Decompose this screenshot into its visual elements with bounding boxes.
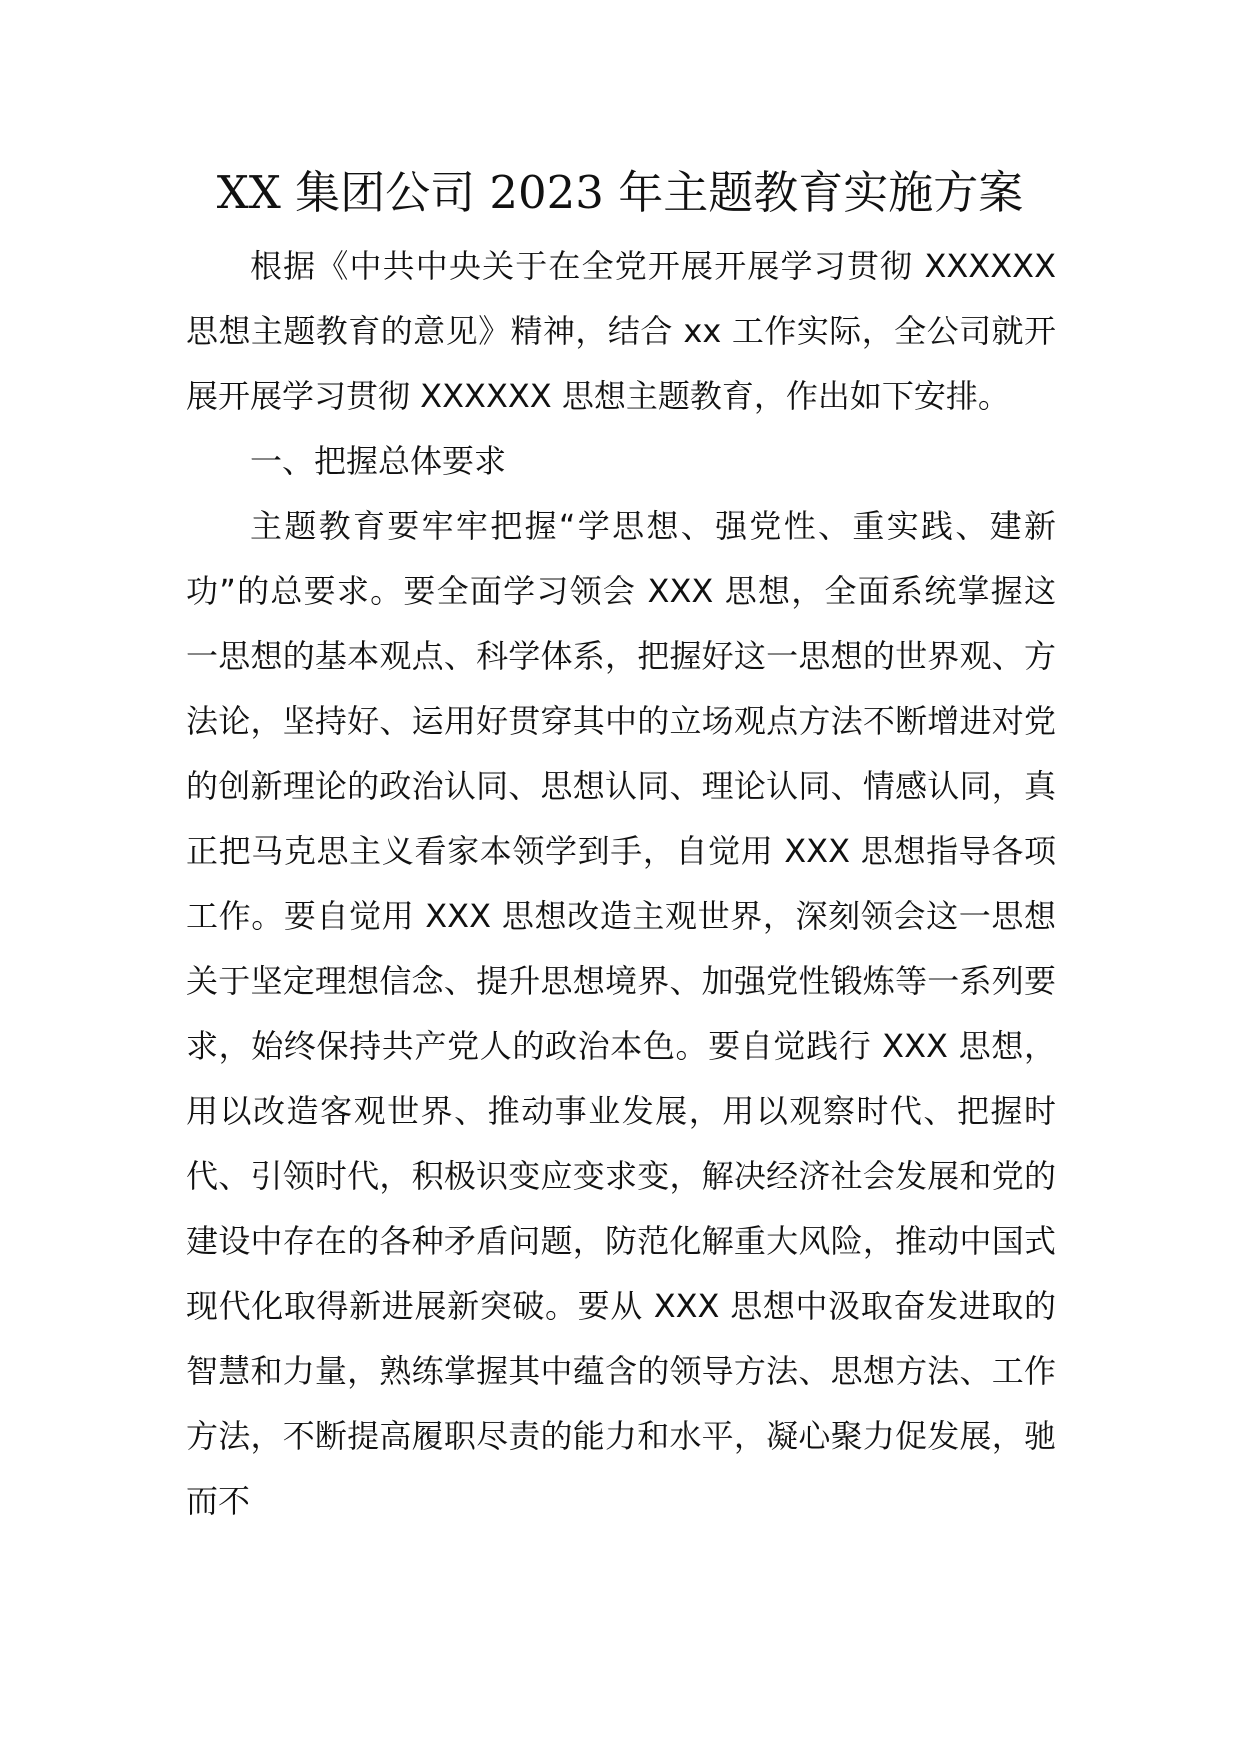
section-heading: 一、把握总体要求 (250, 442, 507, 480)
document-body (186, 234, 1056, 1534)
document-title: XX 集团公司 2023 年主题教育实施方案 (216, 166, 1024, 219)
intro-paragraph: 根据《中共中央关于在全党开展开展学习贯彻 XXXXXX 思想主题教育的意见》精神，结合 xx 工作实际，全公司就开展开展学习贯彻 XXXXXX 思想主题教育，作出如下安排。 (186, 247, 1056, 415)
section-paragraph: 主题教育要牢牢把握“学思想、强党性、重实践、建新功”的总要求。要全面学习领会 XXX 思想，全面系统掌握这一思想的基本观点、科学体系，把握好这一思想的世界观、方法论，坚持好、运用好贯穿其中的立场观点方法不断增进对党的创新理论的政治认同、思想认同、理论认同、情感认同，真正把马克思主义看家本领学到手，自觉用 XXX 思想指导各项工作。要自觉用 XXX 思想改造主观世界，深刻领会这一思想关于坚定理想信念、提升思想境界、加强党性锻炼等一系列要求，始终保持共产党人的政治本色。要自觉践行 XXX 思想，用以改造客观世界、推动事业发展，用以观察时代、把握时代、引领时代，积极识变应变求变，解决经济社会发展和党的建设中存在的各种矛盾问题，防范化解重大风险，推动中国式现代化取得新进展新突破。要从 XXX 思想中汲取奋发进取的智慧和力量，熟练掌握其中蕴含的领导方法、思想方法、工作方法，不断提高履职尽责的能力和水平，凝心聚力促发展，驰而不 (186, 507, 1056, 1520)
